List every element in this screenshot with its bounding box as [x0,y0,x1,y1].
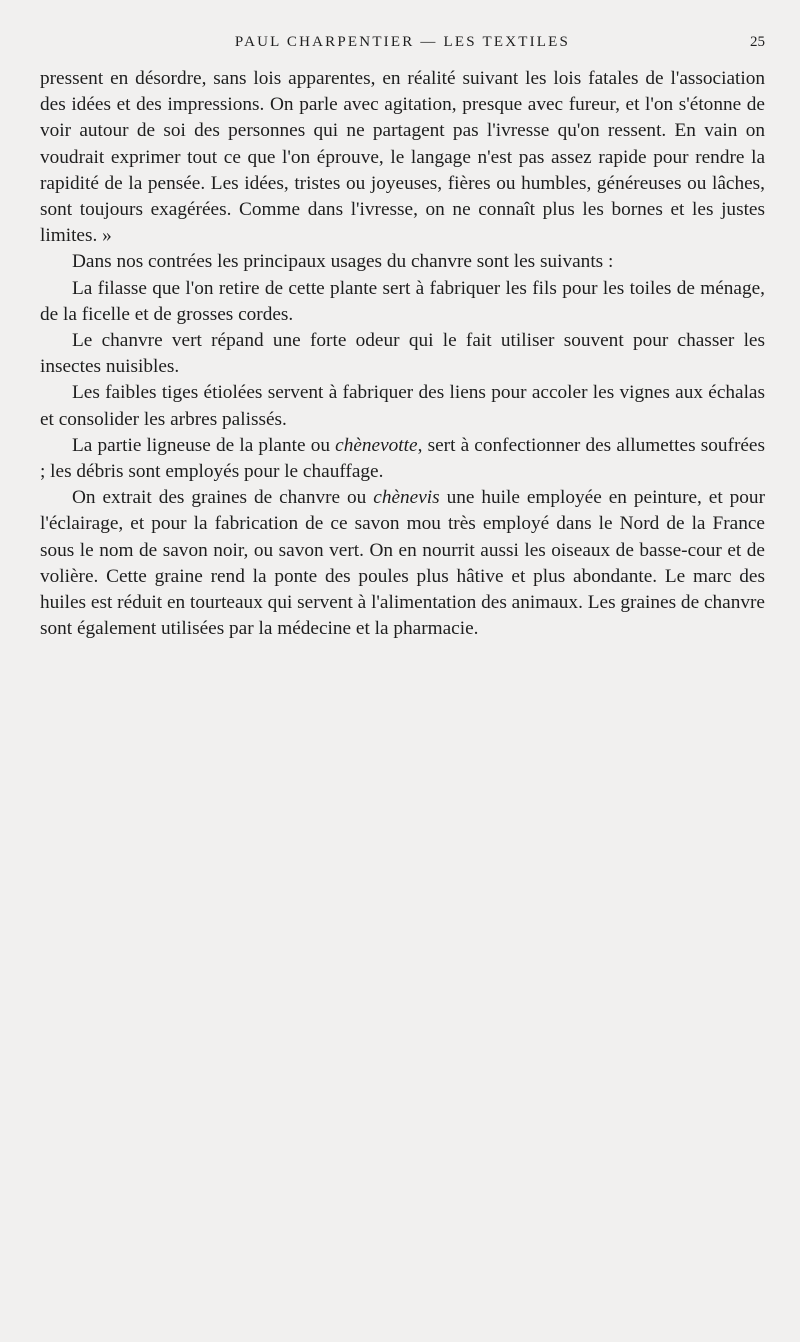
paragraph-chenevis-text-2: une huile employée en peinture, et pour l'éclairage, et pour la fabrication de ce savon mou très employé dans le Nord de la France sous le nom de savon noir, ou savon vert. On en nourrit aussi les oiseaux de basse-cour et de volière. Cette graine rend la ponte des poules plus hâtive et plus abondante. Le marc des huiles est réduit en tourteaux qui servent à l'alimentation des animaux. Les graines de chanvre sont également utilisées par la médecine et la pharmacie. [40,487,765,640]
page-number: 25 [750,34,765,50]
page-header [40,34,765,54]
paragraph-chenevis-text-1: On extrait des graines de chanvre ou [72,487,374,509]
paragraph-chenevotte-text-2: , sert à confectionner des allumettes soufrées ; les débris sont employés pour le chauffage. [40,434,765,483]
term-chenevotte: chènevotte [335,434,418,456]
running-head: PAUL CHARPENTIER — LES TEXTILES [234,34,571,50]
paragraph-chenevis [40,485,765,642]
body-text [40,66,765,642]
term-chenevis: chènevis [373,487,440,509]
paragraph-chenevotte-text-1: La partie ligneuse de la plante ou [72,434,336,456]
paragraph-continuation: pressent en désordre, sans lois apparentes, en réalité suivant les lois fatales de l'association des idées et des impressions. On parle avec agitation, presque avec fureur, et l'on s'étonne de voir autour de soi des personnes qui ne partagent pas l'ivresse qu'on ressent. En vain on voudrait exprimer tout ce que l'on éprouve, le langage n'est pas assez rapide pour rendre la rapidité de la pensée. Les idées, tristes ou joyeuses, fières ou humbles, généreuses ou lâches, sont toujours exagérées. Comme dans l'ivresse, on ne connaît plus les bornes et les justes limites. » [40,68,765,247]
paragraph-filasse: La filasse que l'on retire de cette plante sert à fabriquer les fils pour les toiles de ménage, de la ficelle et de grosses cordes. [40,277,765,325]
paragraph-chenevotte [40,433,765,485]
paragraph-chanvre-vert: Le chanvre vert répand une forte odeur qui le fait utiliser souvent pour chasser les insectes nuisibles. [40,330,765,378]
paragraph-tiges: Les faibles tiges étiolées servent à fabriquer des liens pour accoler les vignes aux échalas et consolider les arbres palissés. [40,382,765,430]
paragraph-usages-intro: Dans nos contrées les principaux usages du chanvre sont les suivants : [72,251,614,273]
